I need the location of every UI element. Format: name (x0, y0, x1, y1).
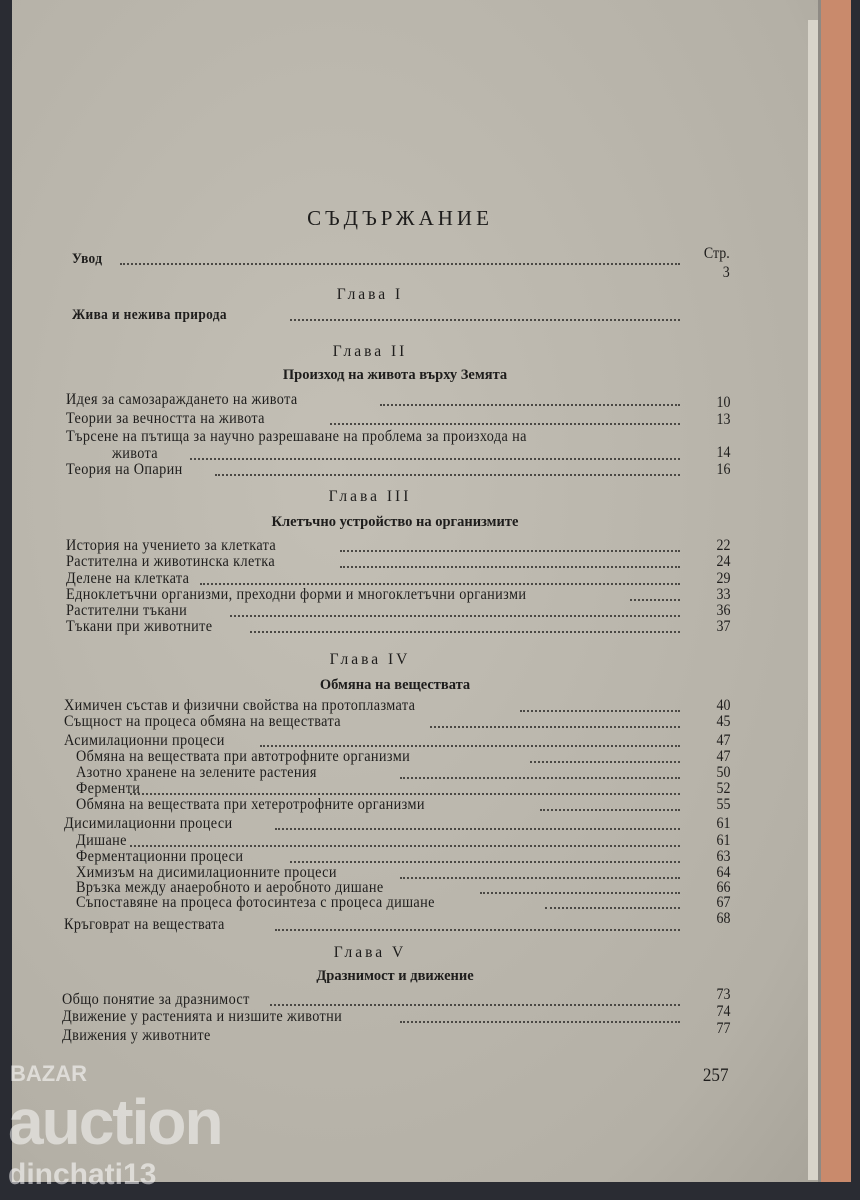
dot-leader (230, 615, 680, 617)
dot-leader (430, 726, 680, 728)
toc-entry-label: Теория на Опарин (66, 461, 183, 478)
toc-entry-page: 73 (716, 986, 730, 1003)
toc-entry-page: 16 (716, 461, 730, 478)
toc-entry-label: Общо понятие за дразнимост (62, 991, 250, 1008)
chapter-title: Дразнимост и движение (316, 968, 474, 984)
toc-entry-label: Едноклетъчни организми, преходни форми и многоклетъчни организми (66, 586, 527, 603)
toc-entry-label: Ферментационни процеси (76, 848, 244, 865)
toc-entry-page: 10 (716, 394, 730, 411)
book-cover-edge (818, 0, 851, 1182)
page-number: 257 (702, 1065, 728, 1086)
chapter-heading: Глава I (336, 286, 404, 303)
toc-entry-page: 68 (716, 910, 730, 927)
chapter-title: Произход на живота върху Земята (282, 367, 508, 383)
page-column-header: Стр. (704, 245, 730, 262)
toc-entry-page: 22 (716, 537, 730, 554)
toc-entry-label: Идея за самозараждането на живота (66, 391, 298, 408)
watermark: auction (8, 1086, 222, 1158)
toc-entry-page: 61 (716, 815, 730, 832)
toc-entry-page: 13 (716, 411, 730, 428)
toc-entry-page: 47 (716, 748, 730, 765)
chapter-heading: Глава II (332, 343, 408, 360)
dot-leader (190, 458, 680, 460)
toc-entry-label: Растителни тъкани (66, 602, 188, 619)
dot-leader (480, 892, 680, 894)
toc-entry-label: Тъкани при животните (66, 618, 213, 635)
toc-entry-label: Движение у растенията и низшите животни (62, 1008, 343, 1025)
watermark: dinchati13 (8, 1158, 157, 1191)
chapter-title: Обмяна на веществата (319, 677, 471, 693)
dot-leader (275, 929, 680, 931)
toc-entry-page: 36 (716, 602, 730, 619)
toc-entry-page: 66 (716, 879, 730, 896)
dot-leader (215, 474, 680, 476)
toc-entry-label: Обмяна на веществата при хетеротрофните организми (76, 796, 425, 813)
dot-leader (520, 710, 680, 712)
dot-leader (200, 583, 680, 585)
toc-entry-page: 37 (716, 618, 730, 635)
toc-entry-page: 3 (723, 264, 730, 281)
toc-entry-label: Същност на процеса обмяна на веществата (64, 713, 341, 730)
toc-entry-label: Азотно хранене на зелените растения (76, 764, 317, 781)
chapter-heading: Глава V (333, 944, 407, 961)
toc-entry-label: Кръговрат на веществата (64, 916, 225, 933)
toc-entry-page: 52 (716, 780, 730, 797)
toc-entry-page: 14 (716, 444, 730, 461)
dot-leader (275, 828, 680, 830)
chapter-heading: Глава IV (329, 651, 411, 668)
dot-leader (330, 423, 680, 425)
toc-entry-label: Асимилационни процеси (64, 732, 225, 749)
dot-leader (130, 845, 680, 847)
toc-entry-label: Дисимилационни процеси (64, 815, 233, 832)
toc-entry-page: 45 (716, 713, 730, 730)
dot-leader (400, 777, 680, 779)
dot-leader (630, 599, 680, 601)
toc-entry-label: Обмяна на веществата при автотрофните организми (76, 748, 411, 765)
toc-entry-label: Химизъм на дисимилационните процеси (76, 864, 337, 881)
dot-leader (290, 861, 680, 863)
toc-entry-label: Ферменти (76, 780, 141, 797)
toc-entry-label: Химичен състав и физични свойства на протоплазмата (64, 697, 416, 714)
dot-leader (120, 263, 680, 265)
dot-leader (250, 631, 680, 633)
toc-entry-page: 63 (716, 848, 730, 865)
dot-leader (545, 907, 680, 909)
toc-entry-page: 55 (716, 796, 730, 813)
chapter-title: Клетъчно устройство на организмите (271, 514, 519, 530)
toc-entry-page: 77 (716, 1020, 730, 1037)
dot-leader (270, 1004, 680, 1006)
contents-title: СЪДЪРЖАНИЕ (307, 206, 493, 230)
toc-entry-label: Дишане (76, 832, 127, 849)
dot-leader (400, 1021, 680, 1023)
dot-leader (340, 566, 680, 568)
toc-entry-label: Съпоставяне на процеса фотосинтеза с процеса дишане (76, 894, 435, 911)
dot-leader (540, 809, 680, 811)
toc-entry-label: Жива и нежива природа (72, 307, 227, 323)
toc-entry-page: 40 (716, 697, 730, 714)
toc-entry-page: 67 (716, 894, 730, 911)
toc-entry-page: 61 (716, 832, 730, 849)
toc-entry-page: 74 (716, 1003, 730, 1020)
toc-entry-page: 33 (716, 586, 730, 603)
dot-leader (530, 761, 680, 763)
dot-leader (130, 793, 680, 795)
toc-entry-page: 24 (716, 553, 730, 570)
toc-entry-page: 50 (716, 764, 730, 781)
toc-entry-page: 64 (716, 864, 730, 881)
toc-entry-label: Растителна и животинска клетка (66, 553, 276, 570)
toc-entry-label: Увод (72, 251, 103, 267)
watermark: BAZAR (10, 1061, 87, 1086)
toc-entry-label: Търсене на пътища за научно разрешаване на проблема за произхода на (66, 428, 527, 445)
dot-leader (380, 404, 680, 406)
dot-leader (340, 550, 680, 552)
chapter-heading: Глава III (328, 488, 412, 505)
toc-entry-label: История на учението за клетката (66, 537, 277, 554)
toc-entry-label: живота (112, 445, 159, 462)
dot-leader (290, 319, 680, 321)
toc-entry-label: Движения у животните (62, 1027, 211, 1044)
dot-leader (260, 745, 680, 747)
dot-leader (400, 877, 680, 879)
toc-entry-label: Делене на клетката (66, 570, 190, 587)
toc-entry-page: 47 (716, 732, 730, 749)
toc-entry-label: Теории за вечността на живота (66, 410, 265, 427)
toc-entry-page: 29 (716, 570, 730, 587)
toc-entry-label: Връзка между анаеробното и аеробното дишане (76, 879, 384, 896)
